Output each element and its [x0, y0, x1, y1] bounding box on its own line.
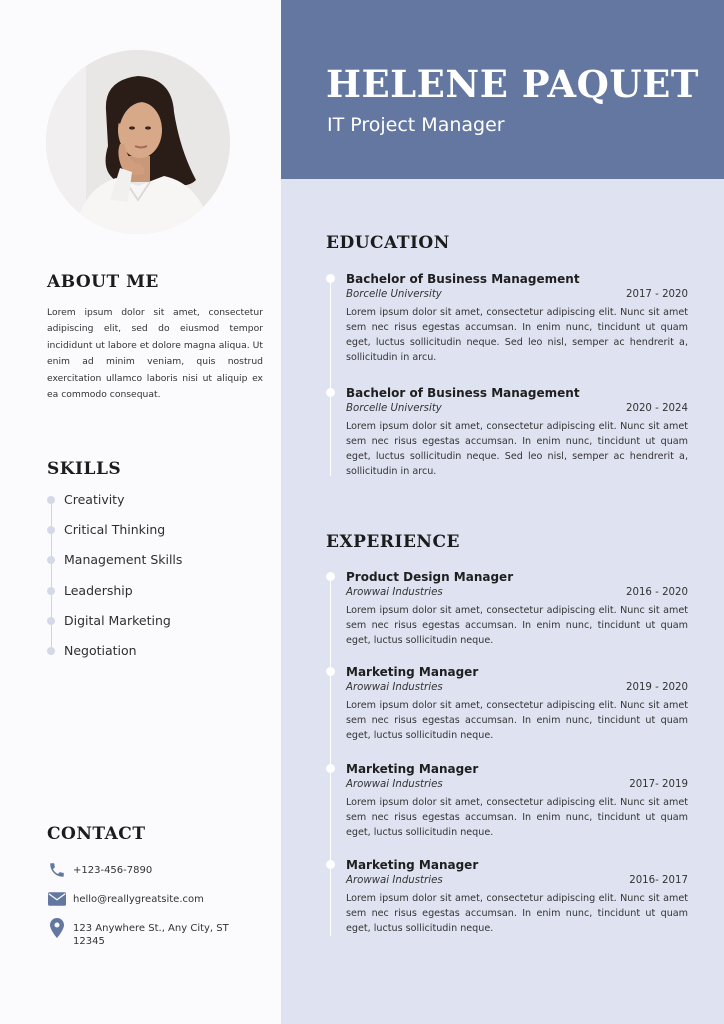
entry-meta [346, 873, 688, 889]
experience-entry [346, 857, 688, 936]
contact-address [47, 918, 233, 948]
contact-title: CONTACT [47, 824, 146, 844]
job-title: IT Project Manager [327, 114, 505, 136]
entry-description: Lorem ipsum dolor sit amet, consectetur adipiscing elit. Nunc sit amet sem nec risus egestas accumsan. In enim nunc, tincidunt ut quam eget, luctus sollicitudin neque. [346, 893, 688, 934]
address-text: 123 Anywhere St., Any City, ST 12345 [73, 923, 229, 947]
entry-years: 2020 - 2024 [625, 403, 688, 414]
experience-timeline [330, 578, 331, 936]
timeline-dot [326, 274, 335, 283]
bullet-dot [47, 496, 55, 504]
experience-entry [346, 761, 688, 840]
education-entry [346, 385, 688, 479]
entry-title: Bachelor of Business Management [346, 272, 580, 286]
entry-meta [346, 777, 688, 793]
bullet-dot [47, 587, 55, 595]
entry-years: 2017- 2019 [629, 779, 688, 790]
entry-description: Lorem ipsum dolor sit amet, consectetur adipiscing elit. Nunc sit amet sem nec risus egestas accumsan. In enim nunc, tincidunt ut quam eget, luctus sollicitudin neque. Sed leo nisl, semper ac hendrerit a, sollicitudin in arcu. [346, 421, 688, 477]
skill-label: Leadership [64, 582, 133, 598]
phone-text: +123-456-7890 [73, 865, 153, 876]
entry-description: Lorem ipsum dolor sit amet, consectetur adipiscing elit. Nunc sit amet sem nec risus egestas accumsan. In enim nunc, tincidunt ut quam eget, luctus sollicitudin neque. [346, 797, 688, 838]
skill-label: Digital Marketing [64, 612, 171, 628]
timeline-dot [326, 764, 335, 773]
list-item [47, 520, 267, 550]
entry-title: Marketing Manager [346, 858, 479, 872]
entry-years: 2016 - 2020 [625, 587, 688, 598]
education-entry [346, 271, 688, 365]
list-item [47, 641, 267, 671]
list-item [47, 550, 267, 580]
entry-title: Product Design Manager [346, 570, 514, 584]
entry-org: Arowwai Industries [346, 682, 443, 693]
entry-title: Marketing Manager [346, 762, 479, 776]
bullet-dot [47, 647, 55, 655]
skill-label: Negotiation [64, 642, 137, 658]
entry-org: Borcelle University [346, 289, 442, 300]
entry-meta [346, 287, 688, 303]
skill-label: Management Skills [64, 552, 183, 568]
list-item [47, 490, 267, 520]
entry-org: Arowwai Industries [346, 587, 443, 598]
entry-meta [346, 680, 688, 696]
education-timeline [330, 280, 331, 476]
candidate-name: HELENE PAQUET [326, 62, 699, 106]
entry-description: Lorem ipsum dolor sit amet, consectetur adipiscing elit. Nunc sit amet sem nec risus egestas accumsan. In enim nunc, tincidunt ut quam eget, luctus sollicitudin neque. [346, 700, 688, 741]
bullet-dot [47, 556, 55, 564]
timeline-dot [326, 860, 335, 869]
entry-title: Marketing Manager [346, 665, 479, 679]
skills-title: SKILLS [47, 459, 122, 479]
skills-list [47, 490, 267, 671]
about-title: ABOUT ME [47, 272, 159, 292]
entry-org: Arowwai Industries [346, 779, 443, 790]
entry-years: 2016- 2017 [629, 875, 688, 886]
phone-icon [47, 860, 67, 880]
timeline-dot [326, 667, 335, 676]
entry-meta [346, 401, 688, 417]
bullet-dot [47, 526, 55, 534]
list-item [47, 611, 267, 641]
experience-entry [346, 569, 688, 648]
list-item [47, 581, 267, 611]
profile-photo [46, 50, 230, 234]
entry-org: Borcelle University [346, 403, 442, 414]
skill-label: Creativity [64, 492, 125, 507]
timeline-dot [326, 572, 335, 581]
entry-description: Lorem ipsum dolor sit amet, consectetur adipiscing elit. Nunc sit amet sem nec risus egestas accumsan. In enim nunc, tincidunt ut quam eget, luctus sollicitudin neque. [346, 605, 688, 646]
timeline-dot [326, 388, 335, 397]
entry-description: Lorem ipsum dolor sit amet, consectetur adipiscing elit. Nunc sit amet sem nec risus egestas accumsan. In enim nunc, tincidunt ut quam eget, luctus sollicitudin neque. Sed leo nisl, semper ac hendrerit a, sollicitudin in arcu. [346, 307, 688, 363]
experience-title: EXPERIENCE [326, 532, 460, 552]
bullet-dot [47, 617, 55, 625]
location-icon [47, 918, 67, 938]
entry-meta [346, 585, 688, 601]
entry-years: 2019 - 2020 [625, 682, 688, 693]
experience-entry [346, 664, 688, 743]
contact-phone [47, 860, 233, 880]
skill-label: Critical Thinking [64, 522, 166, 538]
entry-years: 2017 - 2020 [625, 289, 688, 300]
contact-email [47, 889, 233, 909]
about-text: Lorem ipsum dolor sit amet, consectetur adipiscing elit, sed do eiusmod tempor incididunt ut labore et dolore magna aliqua. Ut enim ad minim veniam, quis nostrud exercitation ullamco laboris nisi ut aliquip ex ea commodo consequat. [47, 307, 263, 401]
entry-title: Bachelor of Business Management [346, 386, 580, 400]
mail-icon [47, 889, 67, 909]
email-text: hello@reallygreatsite.com [73, 894, 204, 905]
entry-org: Arowwai Industries [346, 875, 443, 886]
education-title: EDUCATION [326, 233, 450, 253]
